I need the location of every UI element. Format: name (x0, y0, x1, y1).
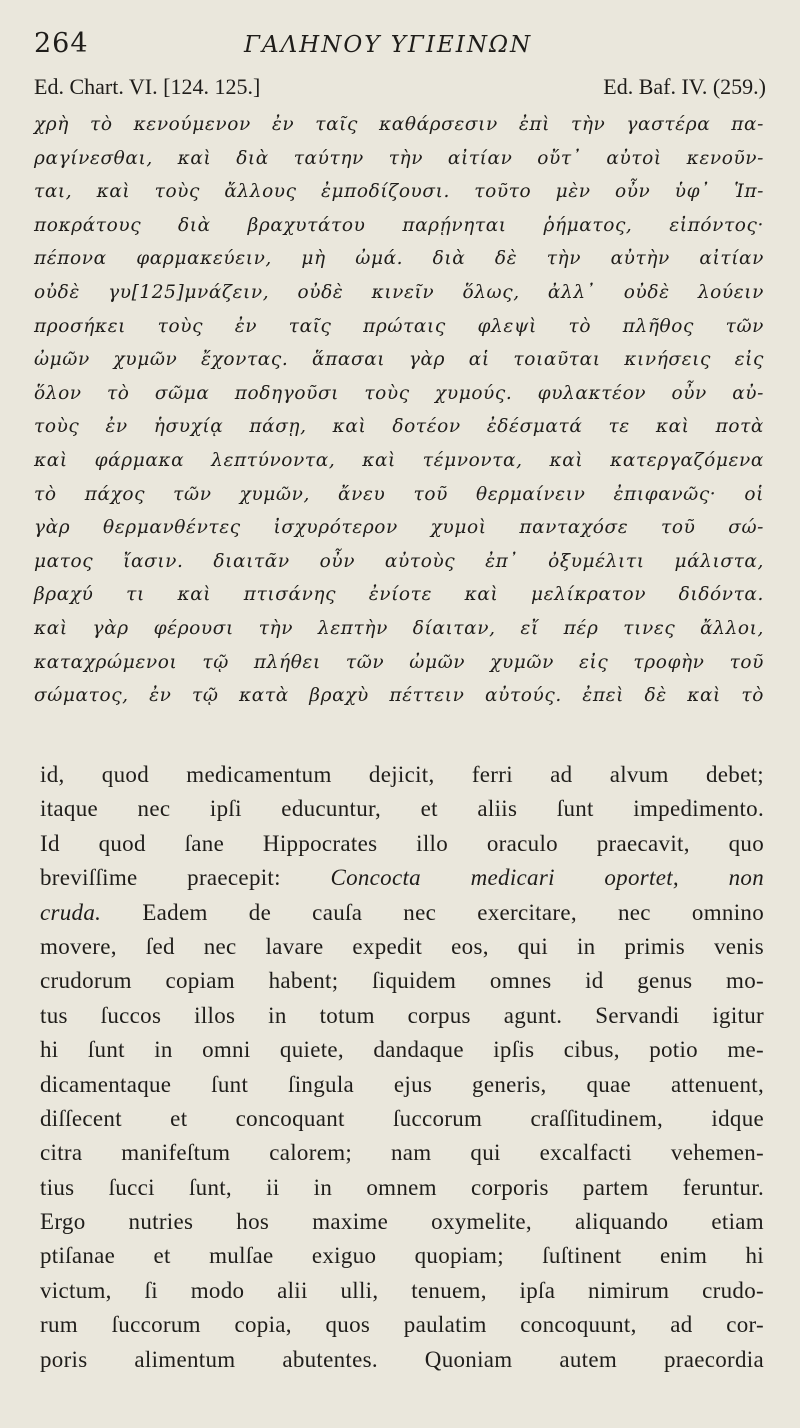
latin-roman-text: Id quod ſane Hippocrates illo oraculo praecavit, quo (40, 830, 764, 856)
latin-text-line (40, 1033, 764, 1067)
latin-roman-text: tius ſucci ſunt, ii in omnem corporis partem feruntur. (40, 1174, 764, 1200)
latin-text-line (40, 896, 764, 930)
latin-roman-text: ptiſanae et mulſae exiguo quopiam; ſuſtinent enim hi (40, 1243, 764, 1269)
latin-text-line (40, 1239, 764, 1273)
greek-text-line: καὶ γὰρ φέρουσι τὴν λεπτὴν δίαιταν, εἴ πέρ τινες ἄλλοι, (34, 617, 764, 639)
latin-roman-text: dicamentaque ſunt ſingula ejus generis, quae attenuent, (40, 1071, 764, 1097)
latin-text-line (40, 930, 764, 964)
latin-roman-text: crudorum copiam habent; ſiquidem omnes id genus mo- (40, 968, 764, 994)
latin-roman-text: movere, ſed nec lavare expedit eos, qui in primis venis (40, 933, 764, 959)
latin-text-line (40, 1068, 764, 1102)
latin-text-line (40, 827, 764, 861)
edition-reference-line (34, 74, 766, 104)
latin-roman-text: citra manifeſtum calorem; nam qui excalfacti vehemen- (40, 1140, 764, 1166)
page-number: 264 (34, 28, 89, 59)
greek-text-line: τὸ πάχος τῶν χυμῶν, ἄνευ τοῦ θερμαίνειν ἐπιφανῶς· οἱ (34, 483, 764, 505)
latin-text-line (40, 1171, 764, 1205)
greek-text-line: προσήκει τοὺς ἐν ταῖς πρώταις φλεψὶ τὸ πλῆθος τῶν (34, 315, 764, 337)
greek-text-line: ματος ἴασιν. διαιτᾶν οὖν αὐτοὺς ἐπ᾽ ὀξυμέλιτι μάλιστα, (34, 550, 764, 572)
latin-italic-quotation: Concocta medicari oportet, non (330, 865, 764, 891)
greek-text-line: ὅλον τὸ σῶμα ποδηγοῦσι τοὺς χυμούς. φυλακτέον οὖν αὐ- (34, 382, 764, 404)
edition-chartier-reference: Ed. Chart. VI. [124. 125.] (34, 74, 261, 99)
latin-text-line (40, 1205, 764, 1239)
greek-text-line: σώματος, ἐν τῷ κατὰ βραχὺ πέττειν αὐτούς. ἐπεὶ δὲ καὶ τὸ (34, 685, 764, 707)
latin-roman-text: id, quod medicamentum dejicit, ferri ad alvum debet; (40, 762, 764, 787)
greek-text-line: καταχρώμενοι τῷ πλήθει τῶν ὠμῶν χυμῶν εἰς τροφὴν τοῦ (34, 651, 764, 673)
latin-roman-text: itaque nec ipſi educuntur, et aliis ſunt impedimento. (40, 796, 764, 822)
greek-text-line: χρὴ τὸ κενούμενον ἐν ταῖς καθάρσεσιν ἐπὶ τὴν γαστέρα πα- (34, 114, 764, 135)
latin-roman-text: rum ſuccorum copia, quos paulatim concoquunt, ad cor- (40, 1312, 764, 1338)
latin-text-line (40, 964, 764, 998)
latin-text-line (40, 1343, 764, 1377)
greek-text-line: ὠμῶν χυμῶν ἔχοντας. ἅπασαι γὰρ αἱ τοιαῦται κινήσεις εἰς (34, 349, 764, 371)
running-title: ΓΑΛΗΝΟΥ ΥΓΙΕΙΝΩΝ (244, 32, 533, 58)
greek-text-line: ποκράτους διὰ βραχυτάτου παρῄνηται ῥήματος, εἰπόντος· (34, 214, 764, 236)
latin-text-line (40, 1308, 764, 1342)
latin-text-line (40, 1274, 764, 1308)
latin-roman-text: breviſſime praecepit: (40, 865, 331, 891)
latin-text-line (40, 861, 764, 895)
page-header (34, 28, 766, 66)
latin-roman-text: diſſecent et concoquant ſuccorum craſſitudinem, idque (40, 1105, 764, 1131)
greek-text-line: πέπονα φαρμακεύειν, μὴ ὠμά. διὰ δὲ τὴν αὐτὴν αἰτίαν (34, 248, 764, 270)
latin-roman-text: Ergo nutries hos maxime oxymelite, aliquando etiam (40, 1209, 764, 1235)
latin-italic-quotation: cruda. (40, 899, 102, 925)
latin-text-line (40, 999, 764, 1033)
greek-text-line: καὶ φάρμακα λεπτύνοντα, καὶ τέμνοντα, καὶ κατεργαζόμενα (34, 449, 764, 471)
latin-roman-text: victum, ſi modo alii ulli, tenuem, ipſa nimirum crudo- (40, 1277, 764, 1303)
greek-text-line: βραχύ τι καὶ πτισάνης ἐνίοτε καὶ μελίκρατον διδόντα. (34, 584, 764, 606)
greek-text-block (34, 108, 764, 713)
latin-text-line (40, 1102, 764, 1136)
edition-basel-reference: Ed. Baf. IV. (259.) (603, 74, 766, 99)
greek-text-line: ραγίνεσθαι, καὶ διὰ ταύτην τὴν αἰτίαν οὔτ᾽ αὐτοὶ κενοῦν- (34, 147, 764, 169)
latin-roman-text: tus ſuccos illos in totum corpus agunt. Servandi igitur (40, 1002, 764, 1028)
greek-text-line: γὰρ θερμανθέντες ἰσχυρότερον χυμοὶ πανταχόσε τοῦ σώ- (34, 517, 764, 539)
latin-text-line (40, 758, 764, 792)
latin-roman-text: hi ſunt in omni quiete, dandaque ipſis cibus, potio me- (40, 1037, 764, 1063)
greek-text-line: τοὺς ἐν ἡσυχίᾳ πάσῃ, καὶ δοτέον ἐδέσματά τε καὶ ποτὰ (34, 416, 764, 438)
greek-text-line: οὐδὲ γυ[125]μνάζειν, οὐδὲ κινεῖν ὅλως, ἀλλ᾽ οὐδὲ λούειν (34, 281, 764, 303)
latin-text-line (40, 792, 764, 826)
latin-text-block (40, 758, 764, 1377)
latin-roman-text: poris alimentum abutentes. Quoniam autem praecordia (40, 1346, 764, 1372)
greek-text-line: ται, καὶ τοὺς ἄλλους ἐμποδίζουσι. τοῦτο μὲν οὖν ὑφ᾽ Ἱπ- (34, 181, 764, 203)
latin-text-line (40, 1136, 764, 1170)
latin-roman-text: Eadem de cauſa nec exercitare, nec omnino (101, 899, 764, 925)
